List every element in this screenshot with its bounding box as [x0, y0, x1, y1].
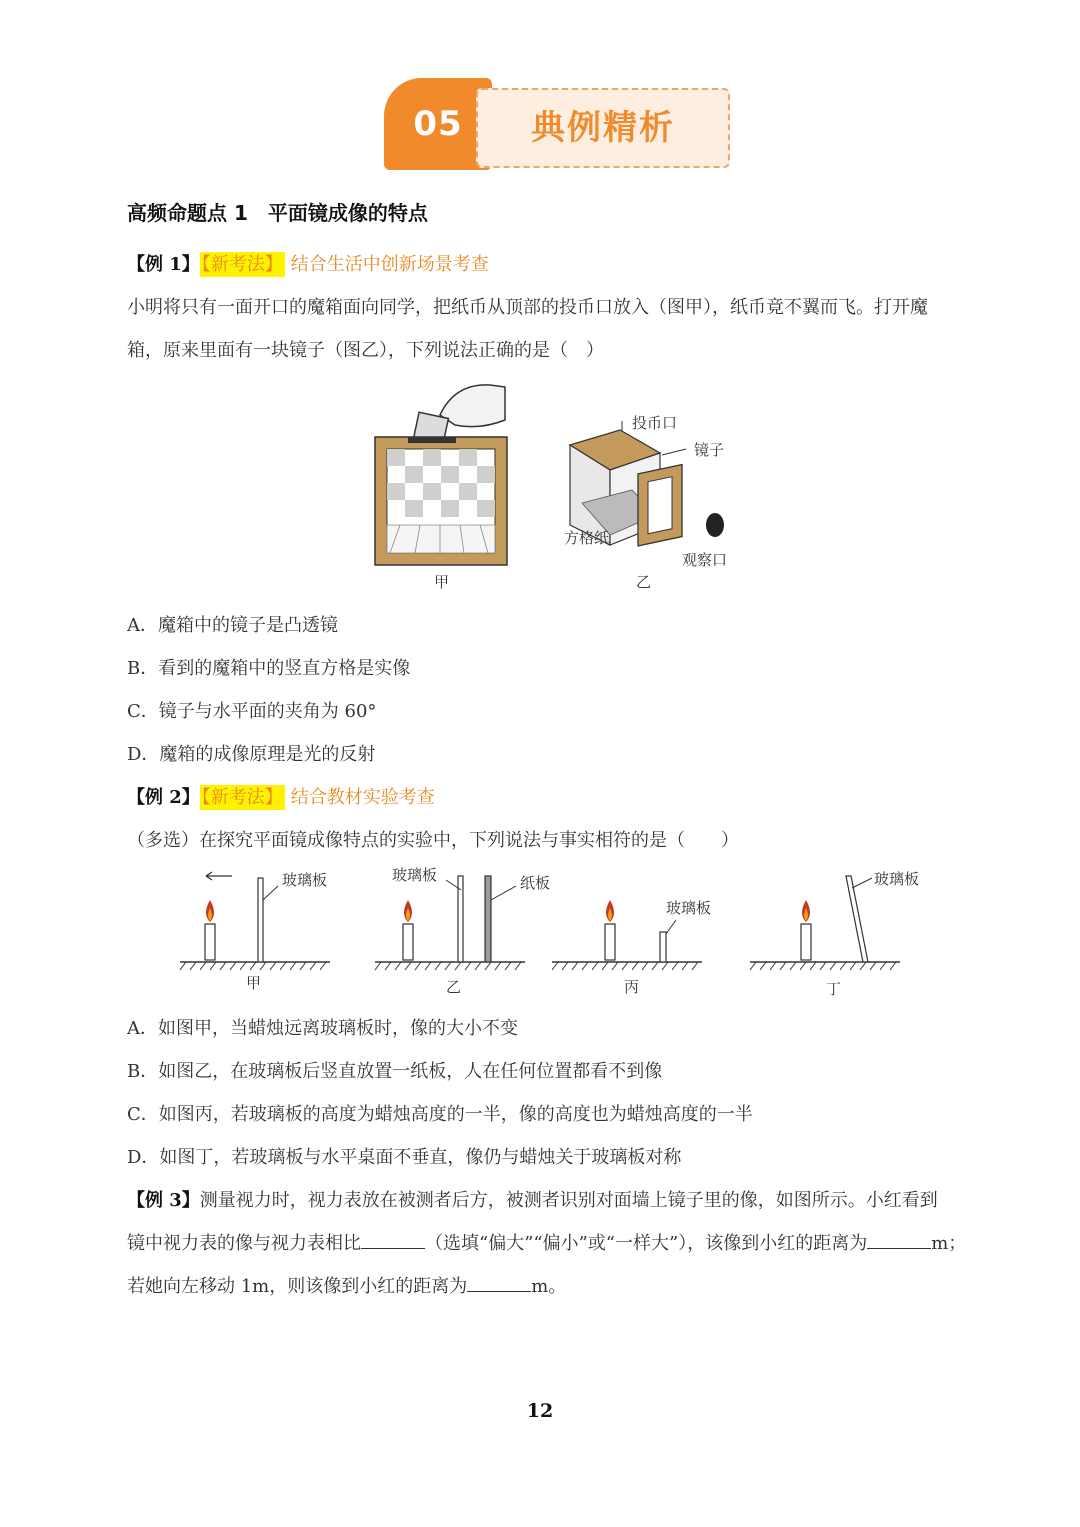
ex2-stem: （多选）在探究平面镜成像特点的实验中，下列说法与事实相符的是（ ） [127, 830, 739, 851]
ex3-label: 【例 3】 [127, 1190, 200, 1211]
ex3-line3-part2: m。 [531, 1276, 567, 1297]
section-banner [384, 78, 732, 170]
label-coin-slot: 投币口 [632, 414, 678, 432]
page-number: 12 [526, 1400, 554, 1422]
ex1-option-b: B．看到的魔箱中的竖直方格是实像 [127, 658, 411, 679]
ex3-line3 [127, 1272, 566, 1298]
ex3-line2-part2: （选填“偏大”“偏小”或“一样大”），该像到小红的距离为 [425, 1233, 868, 1254]
ex3-line2 [127, 1229, 966, 1255]
label-grid-paper: 方格纸 [564, 529, 610, 547]
magic-box-front [375, 437, 507, 565]
yi-glass-label: 玻璃板 [392, 866, 438, 884]
banner-title: 典例精析 [476, 88, 730, 168]
ex1-option-d: D．魔箱的成像原理是光的反射 [127, 744, 376, 765]
banner-number: 05 [384, 78, 492, 170]
ex2-tag: 【新考法】 [201, 787, 283, 808]
answer-blank-2[interactable] [867, 1232, 931, 1249]
label-mirror: 镜子 [694, 441, 725, 459]
answer-blank-1[interactable] [361, 1232, 425, 1249]
yi-paper-board-label: 纸板 [520, 874, 551, 892]
ex1-topic: 结合生活中创新场景考查 [290, 254, 489, 275]
ex3-line2-part3: m； [931, 1233, 967, 1254]
ex2-topic: 结合教材实验考查 [290, 787, 435, 808]
bing-glass-label: 玻璃板 [666, 899, 712, 917]
ex1-stem-line2: 箱，原来里面有一块镜子（图乙），下列说法正确的是（ ） [127, 340, 604, 361]
ex2-option-d: D．如图丁，若玻璃板与水平桌面不垂直，像仍与蜡烛关于玻璃板对称 [127, 1147, 682, 1168]
ex2-figure [170, 860, 930, 1000]
ex1-option-c: C．镜子与水平面的夹角为 60° [127, 701, 377, 722]
ex1-stem-line1: 小明将只有一面开口的魔箱面向同学，把纸币从顶部的投币口放入（图甲），纸币竟不翼而飞。打开魔 [127, 297, 928, 318]
ex2-option-b: B．如图乙，在玻璃板后竖直放置一纸板，人在任何位置都看不到像 [127, 1061, 663, 1082]
ex2-label-ding: 丁 [826, 980, 842, 998]
setup-yi [375, 876, 525, 970]
ex3-line1 [127, 1186, 938, 1212]
ex1-figure [360, 375, 760, 595]
ex1-header [127, 250, 489, 276]
ex1-label: 【例 1】 [127, 254, 200, 275]
fig-label-jia: 甲 [434, 573, 450, 591]
ex3-line1-text: 测量视力时，视力表放在被测者后方，被测者识别对面墙上镜子里的像，如图所示。小红看到 [199, 1190, 938, 1211]
ex2-option-a: A．如图甲，当蜡烛远离玻璃板时，像的大小不变 [127, 1018, 518, 1039]
answer-blank-3[interactable] [467, 1275, 531, 1292]
ding-glass-label: 玻璃板 [874, 870, 920, 888]
jia-glass-label: 玻璃板 [282, 871, 328, 889]
ex2-label: 【例 2】 [127, 787, 200, 808]
ex1-tag: 【新考法】 [201, 254, 283, 275]
section-heading: 高频命题点 1 平面镜成像的特点 [127, 201, 428, 225]
ex1-option-a: A．魔箱中的镜子是凸透镜 [127, 615, 338, 636]
ex2-header [127, 783, 435, 809]
setup-ding [750, 876, 900, 970]
ex3-line2-part1: 镜中视力表的像与视力表相比 [127, 1233, 361, 1254]
label-peephole: 观察口 [682, 551, 728, 569]
ex3-line3-part1: 若她向左移动 1m，则该像到小红的距离为 [127, 1276, 468, 1297]
ex2-option-c: C．如图丙，若玻璃板的高度为蜡烛高度的一半，像的高度也为蜡烛高度的一半 [127, 1104, 753, 1125]
ex2-label-yi: 乙 [446, 978, 462, 996]
ex2-label-bing: 丙 [624, 978, 640, 996]
ex2-label-jia: 甲 [246, 974, 262, 992]
fig-label-yi: 乙 [636, 573, 652, 591]
